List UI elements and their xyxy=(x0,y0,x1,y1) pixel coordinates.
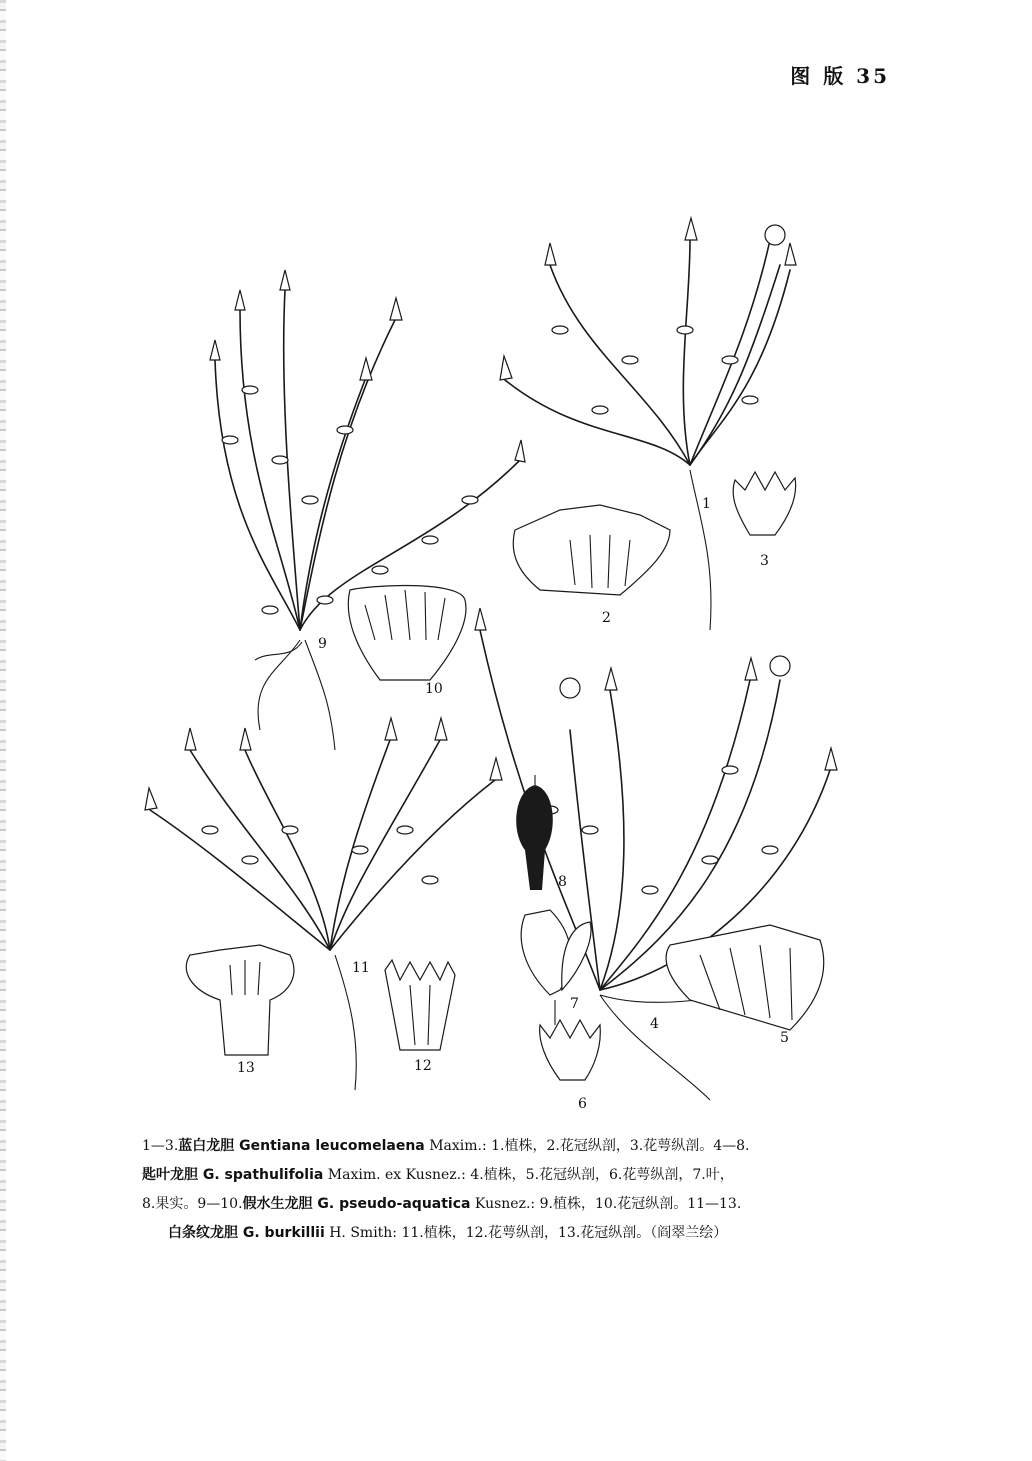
figure-label-9: 9 xyxy=(318,636,327,652)
figure-label-1: 1 xyxy=(702,496,711,512)
figure-label-5: 5 xyxy=(780,1030,789,1046)
detail-6-calyx xyxy=(540,1020,601,1112)
figure-label-6: 6 xyxy=(578,1096,587,1112)
scanned-page-edge xyxy=(0,0,6,1461)
detail-12-calyx xyxy=(385,960,455,1074)
caption-line-2: 匙叶龙胆 G. spathulifolia Maxim. ex Kusnez.: 4.植株，5.花冠纵剖，6.花萼纵剖，7.叶， xyxy=(142,1167,734,1183)
figure-label-4: 4 xyxy=(650,1016,659,1032)
figure-label-2: 2 xyxy=(602,610,611,626)
figure-label-11: 11 xyxy=(352,960,370,976)
detail-13-corolla xyxy=(186,945,294,1076)
detail-2-corolla xyxy=(513,505,670,626)
figure-label-10: 10 xyxy=(425,681,443,697)
caption-line-1: 1—3.蓝白龙胆 Gentiana leucomelaena Maxim.: 1.植株，2.花冠纵剖，3.花萼纵剖。4—8. xyxy=(142,1138,750,1154)
figure-label-12: 12 xyxy=(414,1058,432,1074)
figure-label-3: 3 xyxy=(760,553,769,569)
plate-caption xyxy=(142,1132,882,1248)
detail-3-calyx xyxy=(733,472,795,569)
caption-line-3: 8.果实。9—10.假水生龙胆 G. pseudo-aquatica Kusnez.: 9.植株，10.花冠纵剖。11—13. xyxy=(142,1196,742,1212)
plate-number: 图 版 35 xyxy=(790,64,890,88)
botanical-illustration-plate xyxy=(130,210,850,1125)
plant-9-drawing xyxy=(210,270,525,750)
figure-label-7: 7 xyxy=(570,996,579,1012)
caption-line-4: 白条纹龙胆 G. burkillii H. Smith: 11.植株，12.花萼纵剖，13.花冠纵剖。（阎翠兰绘） xyxy=(168,1225,728,1241)
plant-11-drawing xyxy=(145,718,502,1090)
detail-7-leaf xyxy=(521,910,591,1025)
detail-5-corolla xyxy=(666,925,824,1046)
detail-10-corolla xyxy=(348,586,466,697)
figure-label-8: 8 xyxy=(558,874,567,890)
figure-label-13: 13 xyxy=(237,1060,255,1076)
